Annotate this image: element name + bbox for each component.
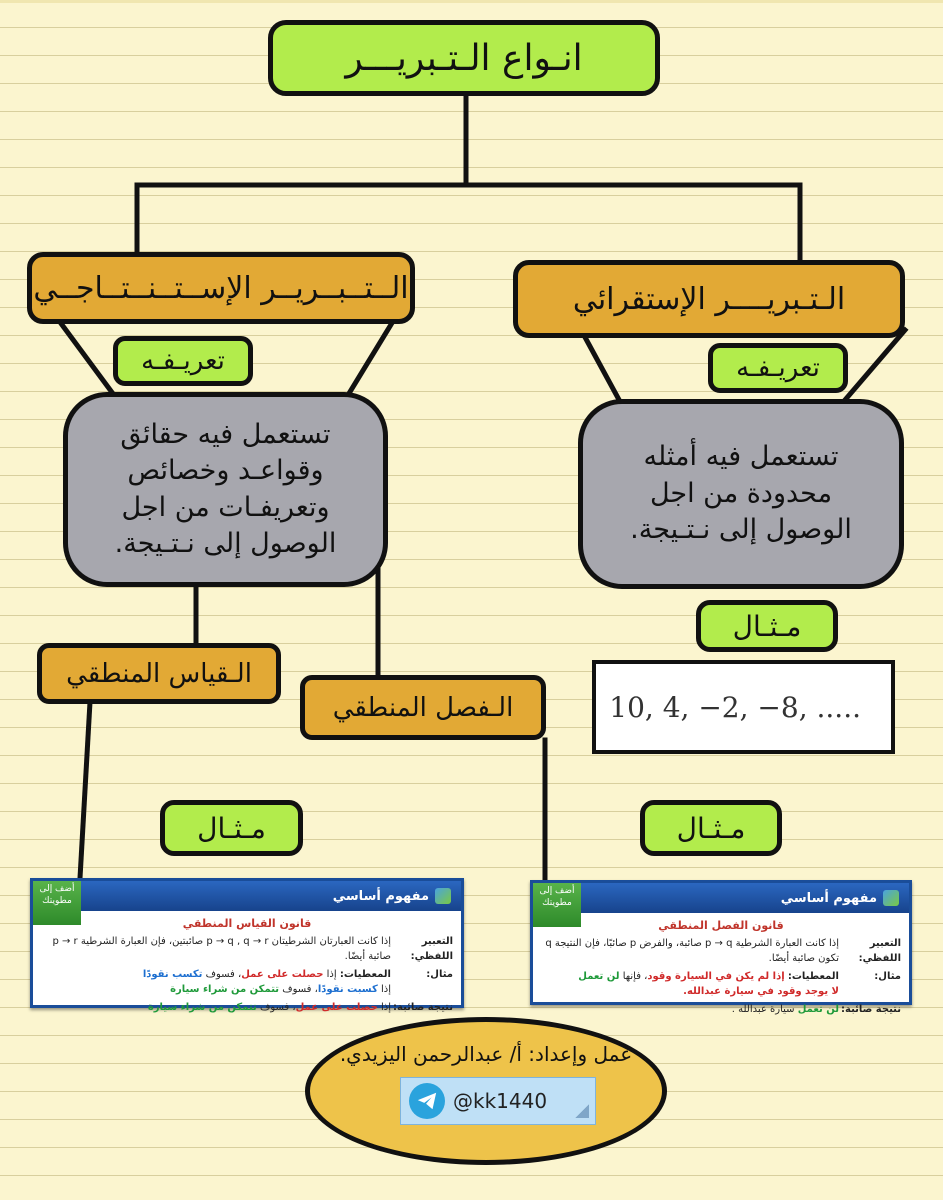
given-1c: ، فسوف (202, 969, 242, 980)
given-2a: إذا (377, 984, 391, 995)
detachment-concept-card (530, 880, 912, 1015)
telegram-link[interactable] (400, 1077, 596, 1125)
author-name: عمل وإعداد: أ/ عبدالرحمن اليزيدي. (339, 1042, 633, 1066)
syllogism-concept-card (30, 878, 464, 1013)
verbal-label: التعبير اللفظي: (410, 936, 453, 962)
foldable-tag: أضف إلى مطويتك (533, 883, 581, 927)
inductive-reasoning-box: الـتـبريــــر الإستقرائي (513, 260, 905, 338)
example-label: مثال: (426, 969, 453, 980)
verbal-row (41, 934, 453, 964)
foldable-tag: أضف إلى مطويتك (33, 881, 81, 925)
law-of-detachment-box: الـفصل المنطقي (300, 675, 546, 740)
sequence-example: 10, 4, −2, −8, ..... (592, 660, 895, 754)
verbal-label: التعبير اللفظي: (858, 938, 901, 964)
paper-plane-icon (416, 1090, 438, 1112)
example-label: مثال: (874, 971, 901, 982)
result-text (541, 1002, 839, 1017)
example-row (541, 969, 901, 999)
given-2d: تتمكن من شراء سيارة (170, 984, 280, 995)
card-law-title: قانون الفصل المنطقي (658, 919, 784, 932)
right-funnel-r (845, 330, 905, 400)
result-label: نتيجة صائبة: (841, 1004, 901, 1015)
syllogism-to-card (80, 702, 90, 878)
diagram-title: انـواع الـتـبريـــر (268, 20, 660, 96)
result-label: نتيجة صائبة: (393, 1002, 453, 1013)
result-row (41, 1000, 453, 1015)
author-credit (305, 1017, 667, 1165)
deductive-reasoning-box: الــتــبــريــر الإســتــنــتــاجــي (27, 252, 415, 324)
result-a: لن تعمل (797, 1004, 839, 1015)
given-1c: لن تعمل (578, 971, 620, 982)
result-c: ، فسوف (256, 1002, 296, 1013)
given-1b: ، فإنها (619, 971, 648, 982)
given-1b: حصلت على عمل (241, 969, 324, 980)
result-b: سيارة عبدالله . (731, 1004, 798, 1015)
result-row (541, 1002, 901, 1017)
example-given (41, 967, 391, 997)
given-2b: كسبت نقودًا (317, 984, 378, 995)
left-funnel-r (345, 318, 395, 400)
card-header (33, 881, 461, 911)
concept-logo-icon (883, 890, 899, 906)
given-label: المعطيات: (787, 971, 839, 982)
deductive-definition-label: تعريـفـه (113, 336, 253, 386)
telegram-handle: @kk1440 (453, 1089, 548, 1113)
given-1d: تكسب نقودًا (142, 969, 203, 980)
result-b: حصلت على عمل (295, 1002, 378, 1013)
result-d: تتمكن من شراء سيارة (147, 1002, 257, 1013)
verbal-row (541, 936, 901, 966)
concept-logo-icon (435, 888, 451, 904)
verbal-text: إذا كانت العبارة الشرطية p → q صائبة، والفرض p صائبًا، فإن النتيجة q تكون صائبة أيضًا. (545, 938, 839, 964)
page-curl-icon (575, 1104, 589, 1118)
given-2c: ، فسوف (279, 984, 318, 995)
inductive-example-label: مـثـال (696, 600, 838, 652)
law-of-syllogism-box: الـقياس المنطقي (37, 643, 281, 704)
telegram-icon (409, 1083, 445, 1119)
inductive-definition-text: تستعمل فيه أمثله محدودة من اجل الوصول إلى نـتـيجة. (578, 399, 904, 589)
inductive-definition-label: تعريـفـه (708, 343, 848, 393)
example-given (541, 969, 839, 999)
deductive-definition-text: تستعمل فيه حقائق وقواعـد وخصائص وتعريفـات من اجل الوصول إلى نـتـيجة. (63, 392, 388, 587)
given-1a: إذا (323, 969, 337, 980)
card-law-title: قانون القياس المنطقي (182, 917, 312, 930)
card-header (533, 883, 909, 913)
result-a: إذا (377, 1002, 391, 1013)
syllogism-example-label: مـثـال (160, 800, 303, 856)
example-row (41, 967, 453, 997)
detachment-example-label: مـثـال (640, 800, 782, 856)
given-label: المعطيات: (339, 969, 391, 980)
given-2: لا يوجد وقود في سيارة عبدالله. (683, 986, 839, 997)
verbal-text: إذا كانت العبارتان الشرطيتان p → q , q → r صائبتين، فإن العبارة الشرطية p → r صائبة أيضًا. (52, 936, 391, 962)
result-text (41, 1000, 391, 1015)
given-1a: إذا لم يكن في السيارة وقود (647, 971, 785, 982)
card-header-title: مفهوم أساسي (780, 890, 877, 906)
card-header-title: مفهوم أساسي (332, 888, 429, 904)
